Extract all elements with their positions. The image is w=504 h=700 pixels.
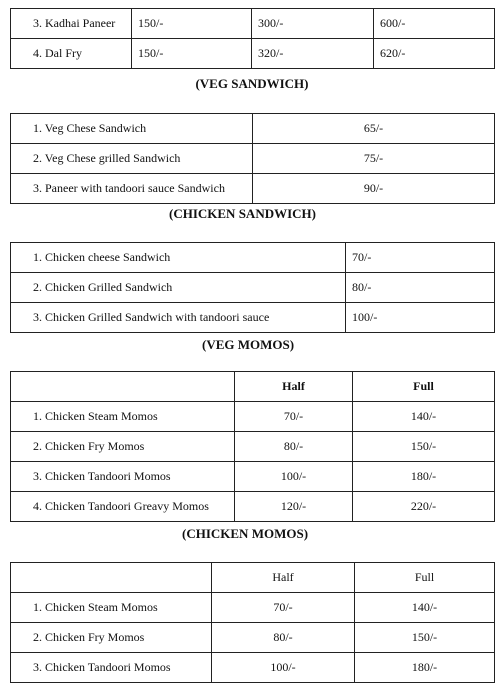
price-full: 180/- (353, 462, 495, 492)
chicken-momos-table (10, 562, 495, 683)
table-row (11, 593, 495, 623)
price-full: 220/- (353, 492, 495, 522)
price-cell: 75/- (253, 144, 495, 174)
item-name: 3. Kadhai Paneer (11, 9, 132, 39)
item-name: 3. Chicken Tandoori Momos (11, 462, 235, 492)
table-row (11, 432, 495, 462)
price-cell: 600/- (374, 9, 495, 39)
column-header-half: Half (235, 372, 353, 402)
table-row (11, 144, 495, 174)
column-header-full: Full (353, 372, 495, 402)
price-full: 180/- (355, 653, 495, 683)
price-cell: 100/- (346, 303, 495, 333)
price-cell: 150/- (132, 9, 252, 39)
item-name: 3. Chicken Grilled Sandwich with tandoori sauce (11, 303, 346, 333)
table-row (11, 273, 495, 303)
price-cell: 150/- (132, 39, 252, 69)
price-half: 100/- (212, 653, 355, 683)
column-header-half: Half (212, 563, 355, 593)
table-row (11, 653, 495, 683)
table-header-row (11, 372, 495, 402)
header-blank (11, 563, 212, 593)
table-row (11, 39, 495, 69)
section-title-veg-sandwich: (VEG SANDWICH) (195, 76, 309, 91)
veg-momos-table (10, 371, 495, 522)
item-name: 1. Veg Chese Sandwich (11, 114, 253, 144)
item-name: 3. Paneer with tandoori sauce Sandwich (11, 174, 253, 204)
item-name: 1. Chicken Steam Momos (11, 593, 212, 623)
item-name: 1. Chicken Steam Momos (11, 402, 235, 432)
table-row (11, 623, 495, 653)
table-row (11, 243, 495, 273)
price-cell: 70/- (346, 243, 495, 273)
price-full: 140/- (355, 593, 495, 623)
main-course-table (10, 8, 495, 69)
item-name: 1. Chicken cheese Sandwich (11, 243, 346, 273)
table-row (11, 402, 495, 432)
header-blank (11, 372, 235, 402)
price-full: 150/- (355, 623, 495, 653)
price-cell: 620/- (374, 39, 495, 69)
price-full: 140/- (353, 402, 495, 432)
price-half: 80/- (235, 432, 353, 462)
section-title-chicken-momos: (CHICKEN MOMOS) (182, 526, 309, 541)
price-full: 150/- (353, 432, 495, 462)
item-name: 2. Chicken Fry Momos (11, 623, 212, 653)
item-name: 3. Chicken Tandoori Momos (11, 653, 212, 683)
item-name: 2. Veg Chese grilled Sandwich (11, 144, 253, 174)
price-half: 80/- (212, 623, 355, 653)
price-half: 120/- (235, 492, 353, 522)
section-title-veg-momos: (VEG MOMOS) (202, 337, 295, 352)
section-title-chicken-sandwich: (CHICKEN SANDWICH) (169, 206, 316, 221)
price-half: 70/- (235, 402, 353, 432)
item-name: 4. Dal Fry (11, 39, 132, 69)
table-row (11, 114, 495, 144)
table-row (11, 9, 495, 39)
price-cell: 80/- (346, 273, 495, 303)
price-cell: 90/- (253, 174, 495, 204)
item-name: 4. Chicken Tandoori Greavy Momos (11, 492, 235, 522)
table-row (11, 174, 495, 204)
table-row (11, 492, 495, 522)
veg-sandwich-table (10, 113, 495, 204)
price-half: 100/- (235, 462, 353, 492)
item-name: 2. Chicken Fry Momos (11, 432, 235, 462)
table-header-row (11, 563, 495, 593)
price-cell: 65/- (253, 114, 495, 144)
table-row (11, 462, 495, 492)
chicken-sandwich-table (10, 242, 495, 333)
price-cell: 320/- (252, 39, 374, 69)
item-name: 2. Chicken Grilled Sandwich (11, 273, 346, 303)
column-header-full: Full (355, 563, 495, 593)
price-cell: 300/- (252, 9, 374, 39)
table-row (11, 303, 495, 333)
price-half: 70/- (212, 593, 355, 623)
